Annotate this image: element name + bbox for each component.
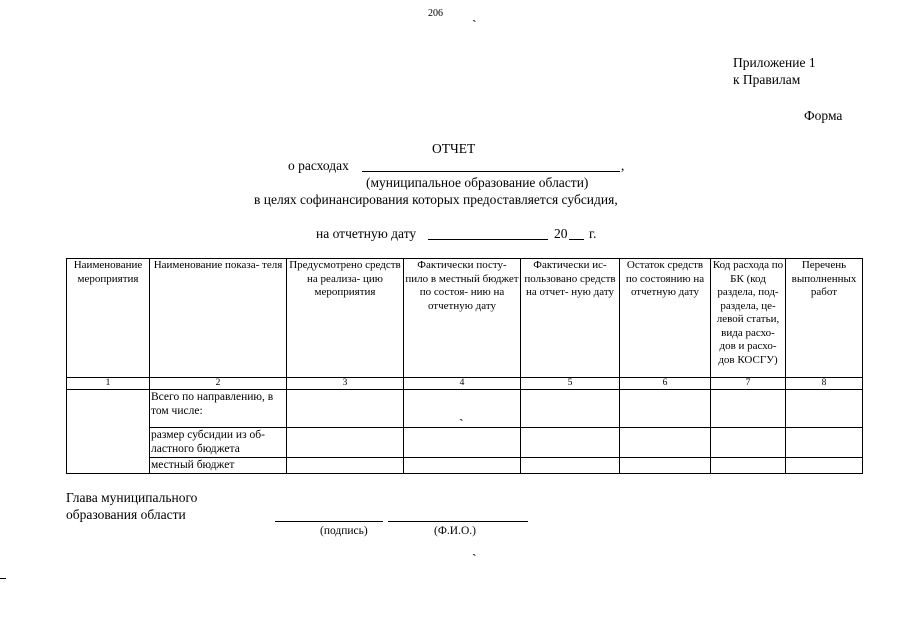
header-cell: Предусмотрено средств на реализа- цию мероприятия xyxy=(287,259,404,378)
signature-label: (подпись) xyxy=(320,525,368,537)
table-row xyxy=(67,390,863,428)
purpose-line: в целях софинансирования которых предоставляется субсидия, xyxy=(254,192,618,207)
report-title: ОТЧЕТ xyxy=(432,141,476,156)
event-name-cell xyxy=(67,390,150,474)
empty-cell xyxy=(521,428,620,458)
empty-cell xyxy=(287,428,404,458)
empty-cell xyxy=(711,390,786,428)
empty-cell xyxy=(404,428,521,458)
header-cell: Фактически ис- пользовано средств на отчет- ную дату xyxy=(521,259,620,378)
empty-cell xyxy=(786,390,863,428)
column-number: 6 xyxy=(620,378,711,390)
appendix-line-2: к Правилам xyxy=(733,72,801,87)
column-number: 3 xyxy=(287,378,404,390)
row-label-regional: размер субсидии из об- ластного бюджета xyxy=(150,428,287,458)
empty-cell xyxy=(521,458,620,474)
date-underline xyxy=(428,239,548,240)
report-table xyxy=(66,258,863,474)
column-number: 1 xyxy=(67,378,150,390)
column-number-row xyxy=(67,378,863,390)
date-suffix: г. xyxy=(589,226,597,241)
table-row xyxy=(67,458,863,474)
name-label: (Ф.И.О.) xyxy=(434,525,476,537)
column-number: 8 xyxy=(786,378,863,390)
empty-cell xyxy=(287,390,404,428)
empty-cell xyxy=(404,458,521,474)
date-year: 20 xyxy=(554,226,568,241)
header-row xyxy=(67,259,863,378)
column-number: 7 xyxy=(711,378,786,390)
date-prefix: на отчетную дату xyxy=(316,226,417,241)
row-label-total: Всего по направлению, в том числе: xyxy=(150,390,287,428)
page-number: 206 xyxy=(428,8,443,19)
column-number: 4 xyxy=(404,378,521,390)
speck: ˎ xyxy=(472,8,477,23)
head-title-line-1: Глава муниципального xyxy=(66,490,198,505)
empty-cell: ˎ xyxy=(404,390,521,428)
header-cell: Код расхода по БК (код раздела, под- раздела, це- левой статьи, вида расхо- дов и расхо- дов КОСГУ) xyxy=(711,259,786,378)
empty-cell xyxy=(521,390,620,428)
column-number: 2 xyxy=(150,378,287,390)
header-cell: Перечень выполненных работ xyxy=(786,259,863,378)
header-cell: Фактически посту- пило в местный бюджет по состоя- нию на отчетную дату xyxy=(404,259,521,378)
edge-mark xyxy=(0,578,6,579)
signature-underline xyxy=(275,521,383,522)
year-underline xyxy=(569,239,584,240)
row-label-local: местный бюджет xyxy=(150,458,287,474)
expenses-comma: , xyxy=(621,158,625,173)
empty-cell xyxy=(786,458,863,474)
expenses-prefix: о расходах xyxy=(288,158,349,173)
appendix-line-1: Приложение 1 xyxy=(733,55,816,70)
name-underline xyxy=(388,521,528,522)
form-label: Форма xyxy=(804,108,843,123)
speck: ˎ xyxy=(472,542,477,557)
empty-cell xyxy=(620,428,711,458)
header-cell: Наименование показа- теля xyxy=(150,259,287,378)
municipality-hint: (муниципальное образование области) xyxy=(366,175,589,190)
empty-cell xyxy=(711,458,786,474)
empty-cell xyxy=(711,428,786,458)
empty-cell xyxy=(620,458,711,474)
empty-cell xyxy=(620,390,711,428)
municipality-underline xyxy=(362,171,620,172)
header-cell: Остаток средств по состоянию на отчетную дату xyxy=(620,259,711,378)
header-cell: Наименование мероприятия xyxy=(67,259,150,378)
empty-cell xyxy=(786,428,863,458)
table-row xyxy=(67,428,863,458)
empty-cell xyxy=(287,458,404,474)
head-title-line-2: образования области xyxy=(66,507,186,522)
column-number: 5 xyxy=(521,378,620,390)
